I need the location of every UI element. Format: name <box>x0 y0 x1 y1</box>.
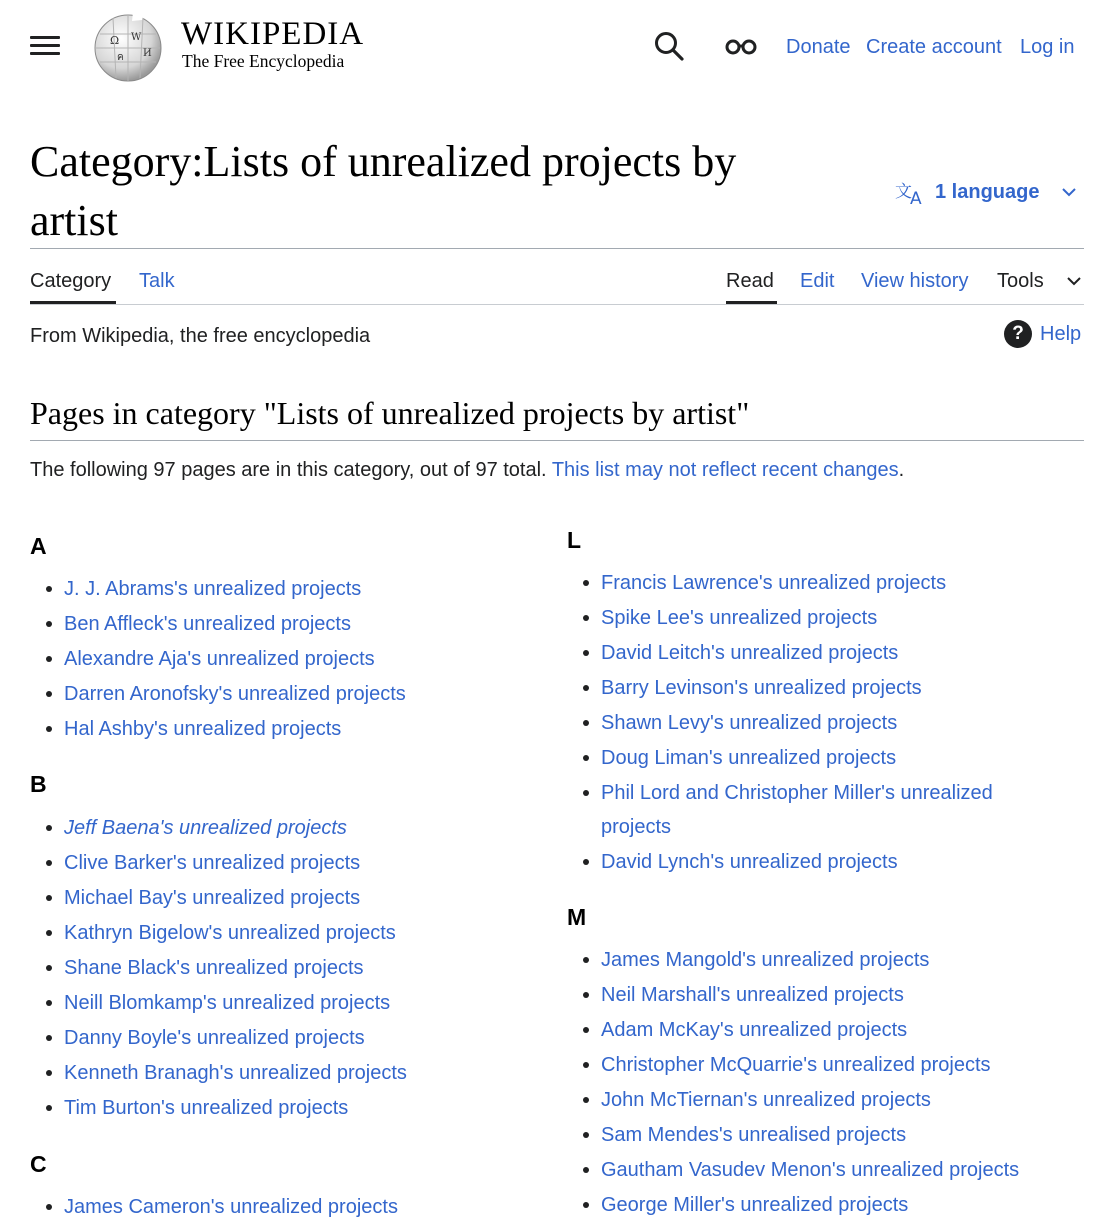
bullet <box>46 930 52 936</box>
site-header <box>0 0 1100 95</box>
bullet <box>583 1202 589 1208</box>
language-button[interactable] <box>895 175 1077 209</box>
list-item[interactable]: Tim Burton's unrealized projects <box>64 1097 349 1119</box>
bullet <box>583 650 589 656</box>
tab-talk[interactable]: Talk <box>139 270 175 292</box>
tab-category[interactable]: Category <box>30 270 112 292</box>
letter-heading-m: M <box>567 904 587 930</box>
help-label: Help <box>1040 322 1082 345</box>
bullet <box>583 720 589 726</box>
wikipedia-globe-logo[interactable] <box>88 12 166 82</box>
hamburger-menu-icon[interactable] <box>30 34 60 58</box>
list-item[interactable]: Francis Lawrence's unrealized projects <box>601 572 947 594</box>
list-item[interactable]: Barry Levinson's unrealized projects <box>601 677 922 699</box>
recent-changes-link[interactable]: This list may not reflect recent changes <box>551 459 899 481</box>
bullet <box>46 1035 52 1041</box>
tools-label: Tools <box>997 270 1044 292</box>
list-item[interactable]: Ben Affleck's unrealized projects <box>64 613 351 635</box>
tabs-divider <box>30 304 1084 305</box>
bullet <box>583 1097 589 1103</box>
bullet <box>583 580 589 586</box>
svg-text:И: И <box>143 48 152 59</box>
search-icon[interactable] <box>653 30 685 62</box>
letter-heading-l: L <box>567 527 582 553</box>
bullet <box>46 1105 52 1111</box>
list-item[interactable]: Michael Bay's unrealized projects <box>64 887 361 909</box>
bullet <box>46 825 52 831</box>
list-item[interactable]: Neil Marshall's unrealized projects <box>601 984 904 1006</box>
wikipedia-tagline: The Free Encyclopedia <box>182 51 345 71</box>
tab-read[interactable]: Read <box>726 270 774 292</box>
list-item[interactable]: Shawn Levy's unrealized projects <box>601 712 898 734</box>
translate-icon <box>895 179 927 205</box>
chevron-down-icon <box>1066 276 1082 286</box>
page-title: Category:Lists of unrealized projects by artist <box>30 137 737 245</box>
bullet <box>583 1167 589 1173</box>
donate-link[interactable]: Donate <box>786 36 851 58</box>
list-item[interactable]: James Cameron's unrealized projects <box>64 1196 398 1218</box>
chevron-down-icon <box>1061 187 1077 197</box>
list-item[interactable]: James Mangold's unrealized projects <box>601 949 930 971</box>
letter-heading-c: C <box>30 1151 47 1177</box>
language-label: 1 language <box>935 180 1040 203</box>
bullet <box>583 957 589 963</box>
bullet <box>583 790 589 796</box>
svg-text:ค: ค <box>117 52 124 63</box>
list-item[interactable]: Danny Boyle's unrealized projects <box>64 1027 365 1049</box>
list-item[interactable]: John McTiernan's unrealized projects <box>601 1089 931 1111</box>
intro-text <box>30 456 904 484</box>
svg-text:W: W <box>131 32 142 43</box>
list-item[interactable]: David Leitch's unrealized projects <box>601 642 899 664</box>
letter-heading-b: B <box>30 771 47 797</box>
list-item[interactable]: Clive Barker's unrealized projects <box>64 852 361 874</box>
list-item[interactable]: Hal Ashby's unrealized projects <box>64 718 342 740</box>
bullet <box>46 1070 52 1076</box>
list-item[interactable]: David Lynch's unrealized projects <box>601 851 898 873</box>
bullet <box>583 859 589 865</box>
bullet <box>583 992 589 998</box>
intro-body: The following 97 pages are in this category, out of 97 total. <box>30 459 552 481</box>
list-item[interactable]: Darren Aronofsky's unrealized projects <box>64 683 406 705</box>
bullet <box>46 621 52 627</box>
list-item[interactable]: Spike Lee's unrealized projects <box>601 607 878 629</box>
bullet <box>46 860 52 866</box>
section-divider <box>30 440 1084 441</box>
bullet <box>46 895 52 901</box>
bullet <box>583 1062 589 1068</box>
list-item[interactable]: Shane Black's unrealized projects <box>64 957 364 979</box>
list-item[interactable]: Doug Liman's unrealized projects <box>601 747 897 769</box>
tab-view-history[interactable]: View history <box>861 270 969 292</box>
bullet <box>583 1027 589 1033</box>
site-subtitle: From Wikipedia, the free encyclopedia <box>30 325 371 347</box>
svg-text:A: A <box>910 189 922 205</box>
bullet <box>46 656 52 662</box>
svg-text:文: 文 <box>895 182 912 202</box>
bullet <box>583 1132 589 1138</box>
glasses-icon[interactable] <box>724 34 758 58</box>
create-account-link[interactable]: Create account <box>866 36 1002 58</box>
bullet <box>46 586 52 592</box>
bullet <box>46 1000 52 1006</box>
list-item[interactable]: Neill Blomkamp's unrealized projects <box>64 992 391 1014</box>
bullet <box>46 726 52 732</box>
wikipedia-wordmark[interactable]: WIKIPEDIA <box>181 16 365 52</box>
list-item[interactable]: Phil Lord and Christopher Miller's unrealized <box>601 782 993 804</box>
section-heading: Pages in category "Lists of unrealized projects by artist" <box>30 395 750 431</box>
letter-heading-a: A <box>30 533 47 559</box>
svg-text:Ω: Ω <box>110 34 120 47</box>
help-icon: ? <box>1004 320 1032 348</box>
bullet <box>46 1204 52 1210</box>
list-item[interactable]: Alexandre Aja's unrealized projects <box>64 648 375 670</box>
title-divider <box>30 248 1084 249</box>
list-item[interactable]: Christopher McQuarrie's unrealized projects <box>601 1054 991 1076</box>
bullet <box>583 755 589 761</box>
bullet <box>583 685 589 691</box>
tab-edit[interactable]: Edit <box>800 270 835 292</box>
list-item[interactable]: Jeff Baena's unrealized projects <box>64 817 347 839</box>
help-link[interactable] <box>1004 320 1081 348</box>
intro-end: . <box>898 459 905 481</box>
list-item[interactable]: George Miller's unrealized projects <box>601 1194 909 1216</box>
list-item[interactable]: J. J. Abrams's unrealized projects <box>64 578 362 600</box>
list-item[interactable]: Kathryn Bigelow's unrealized projects <box>64 922 396 944</box>
bullet <box>46 691 52 697</box>
bullet <box>46 965 52 971</box>
log-in-link[interactable]: Log in <box>1020 36 1075 58</box>
list-item[interactable]: Kenneth Branagh's unrealized projects <box>64 1062 407 1084</box>
list-item[interactable]: Sam Mendes's unrealised projects <box>601 1124 907 1146</box>
bullet <box>583 615 589 621</box>
tools-menu[interactable] <box>997 267 1082 295</box>
list-item[interactable]: Adam McKay's unrealized projects <box>601 1019 908 1041</box>
list-item-continuation[interactable]: projects <box>601 816 672 838</box>
list-item[interactable]: Gautham Vasudev Menon's unrealized projects <box>601 1159 1020 1181</box>
